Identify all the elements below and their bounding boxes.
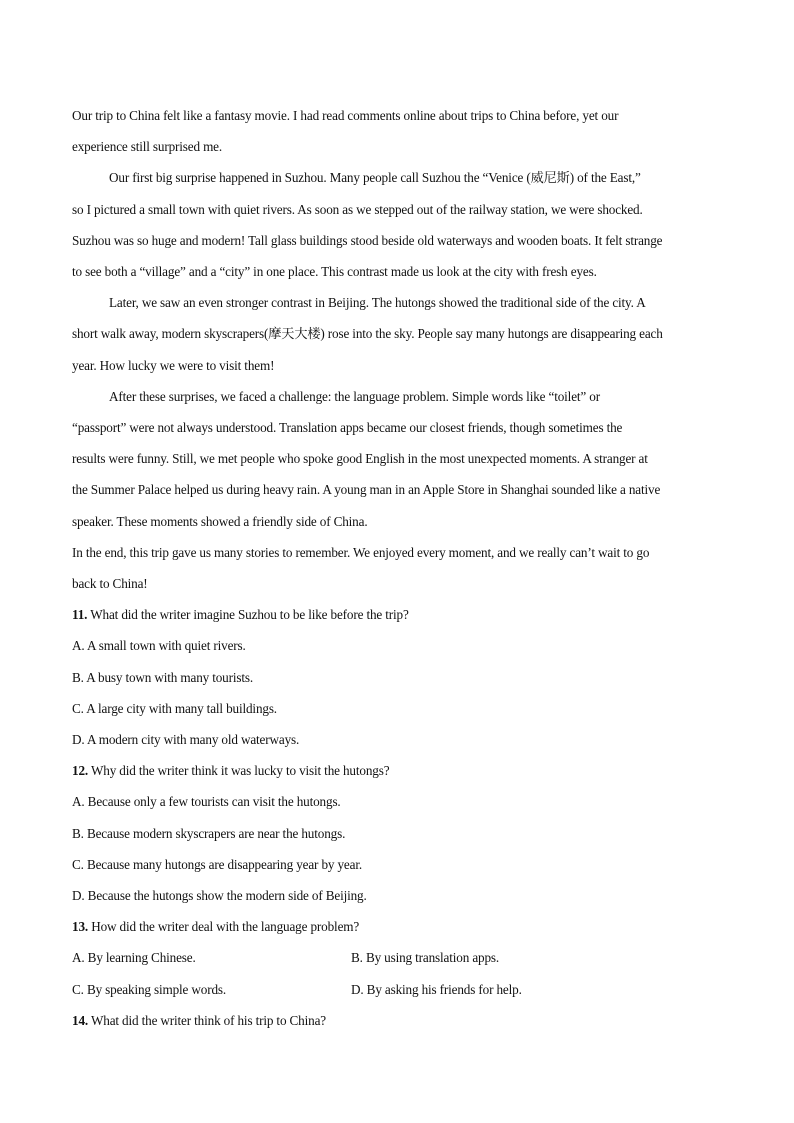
question-11-option-d: D. A modern city with many old waterways.	[72, 732, 300, 748]
question-11-option-b: B. A busy town with many tourists.	[72, 669, 254, 685]
question-number: 12.	[72, 763, 89, 779]
question-text: Why did the writer think it was lucky to visit the hutongs?	[88, 763, 390, 779]
question-number: 14.	[72, 1012, 89, 1028]
question-12-option-c: C. Because many hutongs are disappearing year by year.	[72, 856, 362, 872]
question-13-option-c: C. By speaking simple words.	[72, 981, 227, 997]
question-11-option-a: A. A small town with quiet rivers.	[72, 638, 246, 654]
question-13-stem	[72, 911, 726, 942]
text-line: back to China!	[72, 576, 148, 592]
passage-paragraph-2	[72, 162, 726, 287]
question-13-option-d: D. By asking his friends for help.	[351, 981, 522, 997]
question-14-stem	[72, 1005, 726, 1036]
text-line: speaker. These moments showed a friendly side of China.	[72, 513, 368, 529]
text-line: Our first big surprise happened in Suzhou. Many people call Suzhou the “Venice (威尼斯) of the East,”	[109, 170, 641, 186]
text-line: to see both a “village” and a “city” in one place. This contrast made us look at the city with fresh eyes.	[72, 264, 597, 280]
text-line: short walk away, modern skyscrapers(摩天大楼) rose into the sky. People say many hutongs are disappearing each	[72, 326, 663, 342]
text-line: In the end, this trip gave us many stories to remember. We enjoyed every moment, and we really can’t wait to go	[72, 544, 650, 560]
question-13-options-row-2	[72, 974, 726, 1005]
text-line: results were funny. Still, we met people who spoke good English in the most unexpected moments. A stranger at	[72, 451, 648, 467]
text-line: Suzhou was so huge and modern! Tall glass buildings stood beside old waterways and wooden boats. It felt strange	[72, 232, 663, 248]
passage-paragraph-4	[72, 381, 726, 537]
document-page	[72, 100, 726, 1036]
question-12-option-b: B. Because modern skyscrapers are near the hutongs.	[72, 825, 346, 841]
question-13-option-a: A. By learning Chinese.	[72, 950, 196, 966]
question-number: 13.	[72, 919, 89, 935]
question-11-stem	[72, 599, 726, 630]
text-line: so I pictured a small town with quiet rivers. As soon as we stepped out of the railway station, we were shocked.	[72, 201, 643, 217]
text-line: Our trip to China felt like a fantasy movie. I had read comments online about trips to China before, yet our	[72, 108, 619, 123]
question-11-option-c: C. A large city with many tall buildings.	[72, 700, 277, 716]
question-number: 11.	[72, 607, 88, 623]
text-line: the Summer Palace helped us during heavy rain. A young man in an Apple Store in Shanghai sounded like a native	[72, 482, 661, 498]
text-line: experience still surprised me.	[72, 139, 223, 155]
question-text: What did the writer imagine Suzhou to be like before the trip?	[87, 607, 409, 623]
question-text: What did the writer think of his trip to China?	[88, 1012, 326, 1028]
text-line: year. How lucky we were to visit them!	[72, 357, 275, 373]
question-12-stem	[72, 755, 726, 786]
question-12-option-a: A. Because only a few tourists can visit the hutongs.	[72, 794, 341, 810]
text-line: After these surprises, we faced a challenge: the language problem. Simple words like “toilet” or	[109, 388, 600, 404]
question-13-options-row-1	[72, 942, 726, 973]
passage-paragraph-1	[72, 100, 726, 162]
passage-paragraph-5	[72, 537, 726, 599]
text-line: Later, we saw an even stronger contrast in Beijing. The hutongs showed the traditional side of the city. A	[109, 295, 646, 311]
question-13-option-b: B. By using translation apps.	[351, 950, 500, 966]
text-line: “passport” were not always understood. Translation apps became our closest friends, though sometimes the	[72, 420, 623, 436]
passage-paragraph-3	[72, 287, 726, 381]
question-text: How did the writer deal with the language problem?	[88, 919, 360, 935]
question-12-option-d: D. Because the hutongs show the modern side of Beijing.	[72, 888, 367, 904]
